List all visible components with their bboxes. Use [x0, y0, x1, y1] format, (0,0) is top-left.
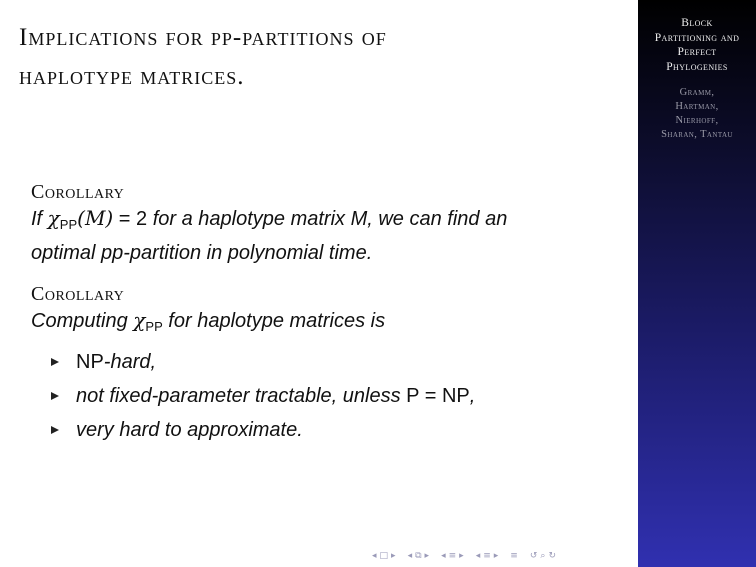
text-not-fpt: not fixed-parameter tractable, unless	[76, 385, 407, 407]
text-if: If	[31, 208, 48, 230]
nav-subsection-next-icon[interactable]: ▸	[424, 551, 430, 561]
nav-search-icon[interactable]: ⌕	[540, 551, 546, 561]
text-intro-rest: for haplotype matrices is	[162, 310, 386, 332]
text-hard: -hard,	[103, 351, 157, 373]
corollary-1-line-1	[31, 204, 621, 239]
bullet-list	[31, 345, 621, 447]
chi-subscript: PP	[59, 217, 78, 232]
text-comma: ,	[469, 385, 476, 407]
bullet-triangle-icon	[51, 426, 59, 434]
sidebar-authors[interactable]	[638, 86, 756, 142]
nav-section-icon[interactable]: ≡	[448, 551, 457, 561]
corollary-block-2	[31, 282, 621, 447]
nav-frame-next-icon[interactable]: ▸	[391, 551, 396, 561]
bullet-item-approx	[31, 413, 621, 447]
value-two: 2	[136, 208, 148, 230]
text-computing: Computing	[31, 310, 134, 332]
chi-symbol: χ	[133, 308, 146, 332]
bullet-triangle-icon	[51, 358, 59, 366]
nav-back-icon[interactable]: ↺	[529, 551, 538, 561]
sidebar-title-line: Phylogenies	[666, 60, 728, 73]
sidebar-author-line: Hartman,	[675, 101, 719, 112]
bullet-triangle-icon	[51, 392, 59, 400]
slide-title-line-2: haplotype matrices.	[19, 63, 245, 90]
corollary-1-line-1-rest: for a haplotype matrix M, we can find an	[147, 208, 508, 230]
nav-doc-prev-icon[interactable]: ◂	[475, 551, 481, 561]
chi-subscript: PP	[145, 319, 163, 334]
nav-frame-icon[interactable]: □	[379, 551, 389, 561]
corollary-body	[31, 204, 621, 268]
corollary-1-line-2: optimal pp-partition in polynomial time.	[31, 242, 373, 264]
sidebar-title-line: Partitioning and	[654, 31, 740, 44]
chi-argument: (M)	[77, 206, 114, 230]
nav-frame-prev-icon[interactable]: ◂	[372, 551, 377, 561]
sidebar-author-line: Gramm,	[679, 87, 715, 98]
sidebar-presentation-title[interactable]	[638, 16, 756, 74]
equals-sign: =	[113, 208, 137, 230]
nav-subsection-prev-icon[interactable]: ◂	[407, 551, 413, 561]
text-p: P	[406, 385, 420, 407]
text-np: NP	[441, 385, 470, 407]
nav-subsection-icon[interactable]: ⧉	[415, 551, 422, 561]
sidebar	[638, 0, 756, 567]
nav-doc-icon[interactable]: ≡	[483, 551, 491, 561]
sidebar-title-line: Perfect	[677, 46, 717, 58]
sidebar-author-line: Sharan, Tantau	[661, 129, 733, 140]
bullet-item-np-hard	[31, 345, 621, 379]
equals-sign: =	[419, 385, 442, 407]
slide-title	[19, 18, 619, 96]
chi-symbol: χ	[47, 206, 60, 230]
corollary-heading: Corollary	[31, 283, 125, 305]
nav-appendix-icon[interactable]: ≡	[510, 551, 518, 561]
nav-doc-next-icon[interactable]: ▸	[493, 551, 499, 561]
nav-forward-icon[interactable]: ↻	[548, 551, 556, 561]
navigation-bar	[372, 549, 634, 563]
bullet-item-fpt	[31, 379, 621, 413]
slide-title-line-1: Implications for pp-partitions of	[19, 24, 387, 51]
text-np: NP	[76, 351, 104, 373]
corollary-heading: Corollary	[31, 181, 125, 203]
corollary-2-intro	[31, 306, 621, 341]
corollary-body	[31, 306, 621, 447]
text-approximate: very hard to approximate.	[76, 419, 303, 441]
nav-section-next-icon[interactable]: ▸	[459, 551, 464, 561]
sidebar-author-line: Nierhoff,	[675, 115, 719, 126]
sidebar-title-line: Block	[681, 17, 713, 29]
corollary-block-1	[31, 180, 621, 268]
nav-section-prev-icon[interactable]: ◂	[441, 551, 446, 561]
